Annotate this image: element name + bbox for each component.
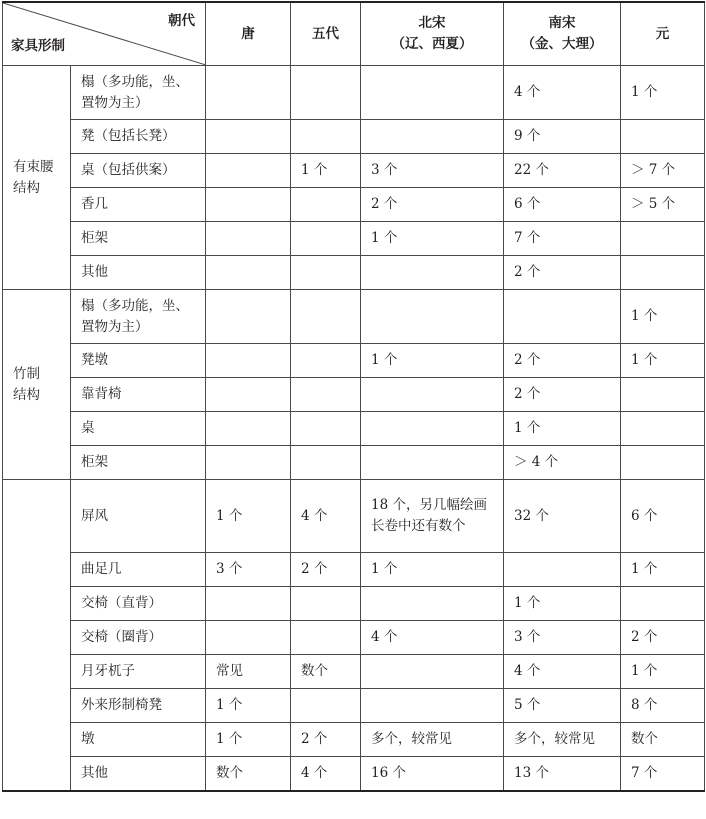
furniture-dynasty-table xyxy=(2,1,705,792)
dynasty-header-beisong: 北宋 （辽、西夏） xyxy=(361,2,504,66)
table-row xyxy=(3,553,705,587)
table-row xyxy=(3,621,705,655)
count-cell xyxy=(291,66,361,120)
count-cell xyxy=(504,290,621,344)
table-row xyxy=(3,757,705,792)
table-row xyxy=(3,154,705,188)
group-label-cell xyxy=(3,480,71,792)
count-cell: 1 个 xyxy=(621,344,705,378)
count-cell xyxy=(206,344,291,378)
count-cell xyxy=(361,256,504,290)
furniture-type-cell: 桌 xyxy=(71,412,206,446)
count-cell: 多个，较常见 xyxy=(504,723,621,757)
count-cell: 3 个 xyxy=(504,621,621,655)
furniture-type-cell: 柜架 xyxy=(71,446,206,480)
count-cell: 7 个 xyxy=(504,222,621,256)
diagonal-bottom-label: 家具形制 xyxy=(11,38,65,54)
count-cell xyxy=(504,553,621,587)
count-cell: 1 个 xyxy=(206,480,291,553)
count-cell: 4 个 xyxy=(361,621,504,655)
count-cell xyxy=(291,290,361,344)
count-cell: 数个 xyxy=(291,655,361,689)
table-row xyxy=(3,344,705,378)
count-cell xyxy=(206,188,291,222)
count-cell xyxy=(291,689,361,723)
table-row xyxy=(3,256,705,290)
count-cell: ＞ 5 个 xyxy=(621,188,705,222)
furniture-type-cell: 屏风 xyxy=(71,480,206,553)
count-cell xyxy=(621,378,705,412)
count-cell: 4 个 xyxy=(504,655,621,689)
count-cell xyxy=(291,587,361,621)
count-cell xyxy=(361,689,504,723)
table-row xyxy=(3,480,705,553)
count-cell: 数个 xyxy=(206,757,291,792)
table-row xyxy=(3,120,705,154)
furniture-type-cell: 月牙杌子 xyxy=(71,655,206,689)
count-cell xyxy=(291,344,361,378)
table-header xyxy=(3,2,705,66)
furniture-type-cell: 其他 xyxy=(71,757,206,792)
count-cell: 6 个 xyxy=(621,480,705,553)
count-cell xyxy=(361,120,504,154)
count-cell: 18 个，另几幅绘画长卷中还有数个 xyxy=(361,480,504,553)
count-cell: 7 个 xyxy=(621,757,705,792)
count-cell xyxy=(361,378,504,412)
count-cell: 16 个 xyxy=(361,757,504,792)
count-cell: 1 个 xyxy=(621,655,705,689)
count-cell xyxy=(291,378,361,412)
count-cell xyxy=(361,655,504,689)
count-cell xyxy=(361,412,504,446)
dynasty-header-nansong: 南宋 （金、大理） xyxy=(504,2,621,66)
table-body xyxy=(3,66,705,792)
diagonal-header-cell xyxy=(3,2,206,66)
count-cell xyxy=(621,587,705,621)
count-cell xyxy=(361,587,504,621)
count-cell xyxy=(291,256,361,290)
furniture-type-cell: 交椅（圈背） xyxy=(71,621,206,655)
count-cell: ＞ 7 个 xyxy=(621,154,705,188)
count-cell xyxy=(206,587,291,621)
count-cell xyxy=(291,621,361,655)
count-cell: 32 个 xyxy=(504,480,621,553)
count-cell: 5 个 xyxy=(504,689,621,723)
furniture-type-cell: 凳墩 xyxy=(71,344,206,378)
count-cell: 2 个 xyxy=(361,188,504,222)
count-cell xyxy=(291,446,361,480)
furniture-type-cell: 其他 xyxy=(71,256,206,290)
table-row xyxy=(3,290,705,344)
dynasty-header-wudai: 五代 xyxy=(291,2,361,66)
count-cell xyxy=(206,446,291,480)
count-cell: 1 个 xyxy=(206,689,291,723)
count-cell xyxy=(206,222,291,256)
count-cell xyxy=(621,256,705,290)
count-cell xyxy=(621,446,705,480)
count-cell xyxy=(621,120,705,154)
table-row xyxy=(3,446,705,480)
dynasty-header-tang: 唐 xyxy=(206,2,291,66)
table-row xyxy=(3,222,705,256)
furniture-type-cell: 靠背椅 xyxy=(71,378,206,412)
count-cell xyxy=(291,412,361,446)
furniture-type-cell: 曲足几 xyxy=(71,553,206,587)
count-cell xyxy=(361,66,504,120)
count-cell xyxy=(206,378,291,412)
count-cell: 1 个 xyxy=(291,154,361,188)
count-cell xyxy=(206,154,291,188)
dynasty-header-yuan: 元 xyxy=(621,2,705,66)
count-cell: 1 个 xyxy=(206,723,291,757)
count-cell: 2 个 xyxy=(504,256,621,290)
count-cell xyxy=(206,120,291,154)
count-cell: 2 个 xyxy=(504,378,621,412)
count-cell: 多个，较常见 xyxy=(361,723,504,757)
count-cell: 1 个 xyxy=(504,587,621,621)
count-cell: 2 个 xyxy=(504,344,621,378)
count-cell: 9 个 xyxy=(504,120,621,154)
table-row xyxy=(3,378,705,412)
count-cell: ＞ 4 个 xyxy=(504,446,621,480)
count-cell: 1 个 xyxy=(361,553,504,587)
table-row xyxy=(3,412,705,446)
count-cell: 1 个 xyxy=(621,290,705,344)
furniture-type-cell: 榻（多功能，坐、置物为主） xyxy=(71,66,206,120)
count-cell: 4 个 xyxy=(291,480,361,553)
count-cell: 4 个 xyxy=(291,757,361,792)
count-cell xyxy=(291,188,361,222)
count-cell xyxy=(206,621,291,655)
count-cell: 3 个 xyxy=(206,553,291,587)
count-cell xyxy=(361,290,504,344)
furniture-type-cell: 榻（多功能，坐、置物为主） xyxy=(71,290,206,344)
count-cell: 13 个 xyxy=(504,757,621,792)
group-label-cell: 有束腰 结构 xyxy=(3,66,71,290)
group-label-cell: 竹制 结构 xyxy=(3,290,71,480)
count-cell: 1 个 xyxy=(361,222,504,256)
table-row xyxy=(3,66,705,120)
count-cell xyxy=(291,120,361,154)
diagonal-top-label: 朝代 xyxy=(168,13,195,29)
furniture-type-cell: 柜架 xyxy=(71,222,206,256)
count-cell xyxy=(291,222,361,256)
count-cell xyxy=(361,446,504,480)
count-cell xyxy=(621,412,705,446)
furniture-type-cell: 外来形制椅凳 xyxy=(71,689,206,723)
count-cell: 4 个 xyxy=(504,66,621,120)
count-cell: 2 个 xyxy=(291,553,361,587)
count-cell xyxy=(206,256,291,290)
count-cell: 常见 xyxy=(206,655,291,689)
count-cell xyxy=(206,290,291,344)
count-cell: 3 个 xyxy=(361,154,504,188)
table-row xyxy=(3,689,705,723)
table-row xyxy=(3,655,705,689)
furniture-type-cell: 桌（包括供案） xyxy=(71,154,206,188)
furniture-type-cell: 交椅（直背） xyxy=(71,587,206,621)
count-cell: 数个 xyxy=(621,723,705,757)
count-cell xyxy=(206,412,291,446)
count-cell xyxy=(206,66,291,120)
count-cell: 2 个 xyxy=(291,723,361,757)
count-cell: 1 个 xyxy=(621,553,705,587)
count-cell: 2 个 xyxy=(621,621,705,655)
furniture-type-cell: 香几 xyxy=(71,188,206,222)
count-cell: 1 个 xyxy=(361,344,504,378)
count-cell: 1 个 xyxy=(504,412,621,446)
count-cell xyxy=(621,222,705,256)
count-cell: 1 个 xyxy=(621,66,705,120)
furniture-type-cell: 墩 xyxy=(71,723,206,757)
count-cell: 22 个 xyxy=(504,154,621,188)
count-cell: 6 个 xyxy=(504,188,621,222)
count-cell: 8 个 xyxy=(621,689,705,723)
table-row xyxy=(3,188,705,222)
furniture-type-cell: 凳（包括长凳） xyxy=(71,120,206,154)
table-row xyxy=(3,723,705,757)
table-row xyxy=(3,587,705,621)
